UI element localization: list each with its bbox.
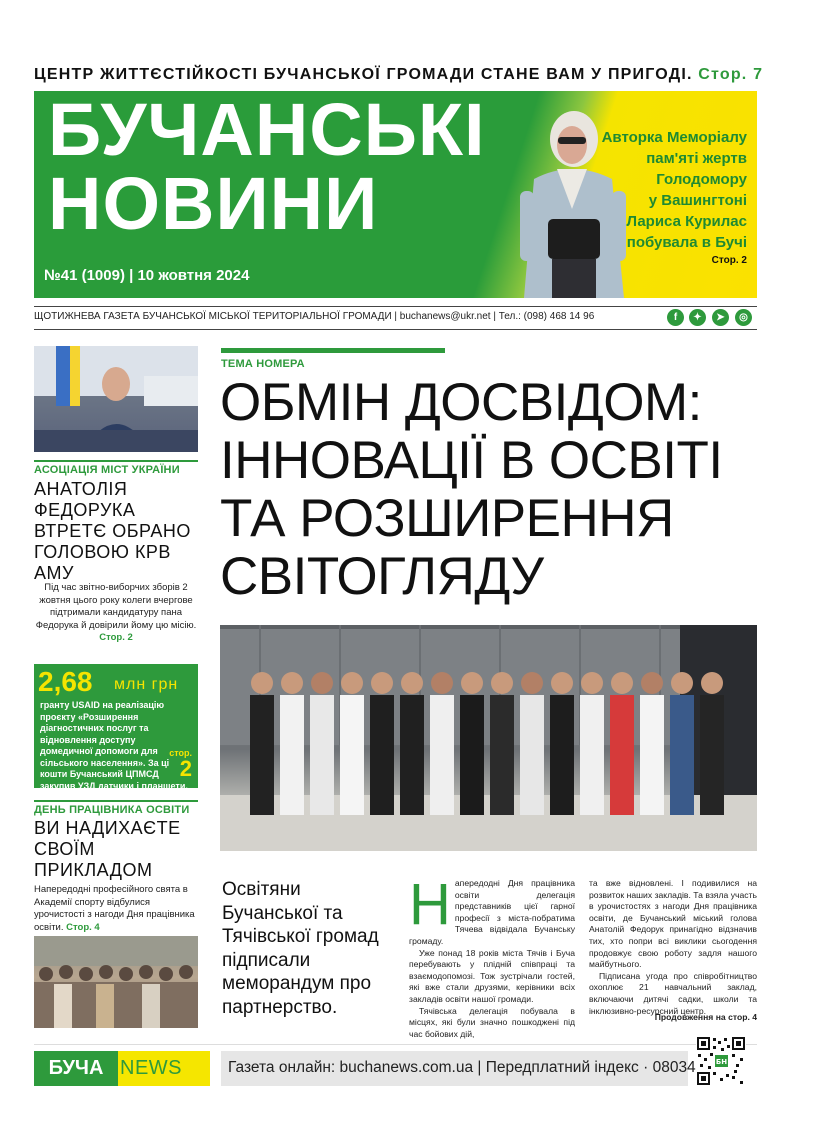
amu-summary-text: Під час звітно-виборчих зборів 2 жовтня цього року колеги вчергове підтримали кандидатуру пана Федорука й довірили йому цю місію. <box>35 582 197 631</box>
top-teaser-page-ref: Стор. 7 <box>698 66 764 83</box>
headline-line: АМУ <box>34 563 74 583</box>
masthead-teaser-line: пам'яті жертв <box>646 150 747 167</box>
lead-line: меморандум про <box>222 973 372 994</box>
grant-ref-label: стор. <box>169 748 192 758</box>
main-headline[interactable] <box>220 374 760 606</box>
teacher-day-summary <box>34 884 198 934</box>
group-photo-illustration <box>220 625 757 851</box>
main-section-bar <box>221 348 445 353</box>
top-teaser[interactable] <box>34 66 774 84</box>
paragraph: Підписана угода про співробітництво охоплює 21 навчальний заклад, включаючи дитячі садки, школи та інклюзивно-ресурсний центр. <box>589 970 757 1016</box>
continued-on-page[interactable]: Продовження на стор. 4 <box>654 1012 757 1022</box>
article-lead <box>222 878 392 1019</box>
teachers-event-photo-illustration <box>34 936 198 1028</box>
main-group-photo[interactable] <box>220 625 757 851</box>
info-strip-text: ЩОТИЖНЕВА ГАЗЕТА БУЧАНСЬКОЇ МІСЬКОЇ ТЕРИТОРІАЛЬНОЇ ГРОМАДИ | buchanews@ukr.net | Тел.: (098) 468 14 96 <box>34 311 595 322</box>
main-headline-line: СВІТОГЛЯДУ <box>220 547 544 606</box>
twitter-icon[interactable]: ✦ <box>689 309 706 326</box>
qr-code-icon[interactable] <box>696 1036 746 1086</box>
lead-line: партнерство. <box>222 996 338 1018</box>
bucha-news-logo[interactable] <box>34 1051 210 1086</box>
drop-cap: Н <box>409 872 451 937</box>
paragraph: та вже відновлені. І подивилися на розвиток наших закладів. Та взяла участь в урочистостях з нагоди Дня працівника освіти, де Бучанський міський голова Анатолій Федорук принагідно відзначив тих, хто попри всі виклики сьогодення продовжує свою роботу задля нашого майбутнього. <box>589 878 757 970</box>
lead-line: підписали <box>222 949 311 971</box>
lead-line: Освітяни <box>222 879 301 900</box>
amu-page-ref[interactable]: Стор. 2 <box>99 632 133 643</box>
masthead-teaser[interactable] <box>557 127 747 253</box>
masthead-teaser-line: у Вашингтоні <box>648 192 747 209</box>
headline-line: СВОЇМ <box>34 839 95 859</box>
masthead-teaser-line: Голодомору <box>656 171 747 188</box>
teachers-event-photo[interactable] <box>34 936 198 1028</box>
section-tag-amu: АСОЦІАЦІЯ МІСТ УКРАЇНИ <box>34 460 198 476</box>
headline-teacher-day[interactable] <box>34 818 198 881</box>
facebook-icon[interactable]: f <box>667 309 684 326</box>
section-tag-teacher-day: ДЕНЬ ПРАЦІВНИКА ОСВІТИ <box>34 800 198 816</box>
qr-label: БН <box>715 1058 728 1066</box>
teacher-day-page-ref[interactable]: Стор. 4 <box>66 921 100 933</box>
grant-ref-page: 2 <box>179 756 192 781</box>
headline-line: ВТРЕТЄ ОБРАНО <box>34 521 191 541</box>
article-column-2 <box>589 878 757 1017</box>
headline-line: ГОЛОВОЮ КРВ <box>34 542 171 562</box>
title-line-1: БУЧАНСЬКІ <box>48 91 486 171</box>
main-section-tag: ТЕМА НОМЕРА <box>221 358 305 370</box>
amu-summary <box>34 582 198 645</box>
grant-text: гранту USAID на реалізацію проєкту «Розширення діагностичних послуг та відновлення доступу домедичної допомоги для сільського населення». За ці кошти Бучанський ЦПМСД закупив УЗД датчики і планшети. <box>40 700 188 791</box>
teacher-day-summary-text: Напередодні професійного свята в Академії спорту відбулися урочистості з нагоди Дня працівника освіти. <box>34 884 195 933</box>
masthead-teaser-line: Лариса Курилас <box>626 213 747 230</box>
grant-amount: 2,68 <box>38 666 93 697</box>
telegram-icon[interactable]: ➤ <box>712 309 729 326</box>
instagram-icon[interactable]: ◎ <box>735 309 752 326</box>
lead-line: Бучанської та <box>222 902 343 924</box>
masthead <box>34 91 757 298</box>
masthead-teaser-line: Авторка Меморіалу <box>601 129 747 146</box>
grant-unit: млн грн <box>114 676 179 693</box>
lead-line: Тячівської громад <box>222 926 379 947</box>
paragraph: Тячівська делегація побувала в місцях, які були значно пошкоджені під час бойових дій, <box>409 1005 575 1039</box>
paragraph: Уже понад 18 років міста Тячів і Буча перебувають у плідній співпраці та взаємодопомозі. Тож зустрічали гостей, які вже стали друзями, керівники всіх закладів освіти нашої громади. <box>409 947 575 1004</box>
headline-line: ФЕДОРУКА <box>34 500 136 520</box>
paragraph: апередодні Дня працівника освіти делегація представників цієї гарної професії з міста-побратима Тячева відвідала Бучанську громаду. <box>409 878 575 946</box>
fedoruk-photo[interactable] <box>34 346 198 452</box>
footer-bar <box>221 1051 696 1086</box>
title-line-2: НОВИНИ <box>48 162 379 245</box>
footer-text[interactable]: Газета онлайн: buchanews.com.ua | Передплатний індекс · 08034 <box>228 1059 696 1076</box>
issue-info: №41 (1009) | 10 жовтня 2024 <box>44 267 250 284</box>
headline-line: ПРИКЛАДОМ <box>34 860 153 880</box>
headline-amu[interactable] <box>34 479 202 584</box>
newspaper-title <box>48 91 486 245</box>
footer-divider <box>34 1044 757 1045</box>
grant-box[interactable] <box>34 664 198 791</box>
masthead-teaser-page-ref: Стор. 2 <box>711 255 747 266</box>
headline-line: ВИ НАДИХАЄТЕ <box>34 818 181 838</box>
top-teaser-text: ЦЕНТР ЖИТТЄСТІЙКОСТІ БУЧАНСЬКОЇ ГРОМАДИ СТАНЕ ВАМ У ПРИГОДІ. <box>34 66 693 83</box>
headline-line: АНАТОЛІЯ <box>34 479 128 499</box>
main-headline-line: ТА РОЗШИРЕННЯ <box>220 489 674 548</box>
info-strip <box>34 306 757 330</box>
main-headline-line: ІННОВАЦІЇ В ОСВІТІ <box>220 431 723 490</box>
masthead-teaser-line: побувала в Бучі <box>626 234 747 251</box>
fedoruk-photo-illustration <box>34 346 198 452</box>
logo-news-part: NEWS <box>120 1057 182 1079</box>
main-headline-line: ОБМІН ДОСВІДОМ: <box>220 373 702 432</box>
logo-bucha-part: БУЧА <box>34 1051 118 1086</box>
article-column-1 <box>409 872 575 1040</box>
